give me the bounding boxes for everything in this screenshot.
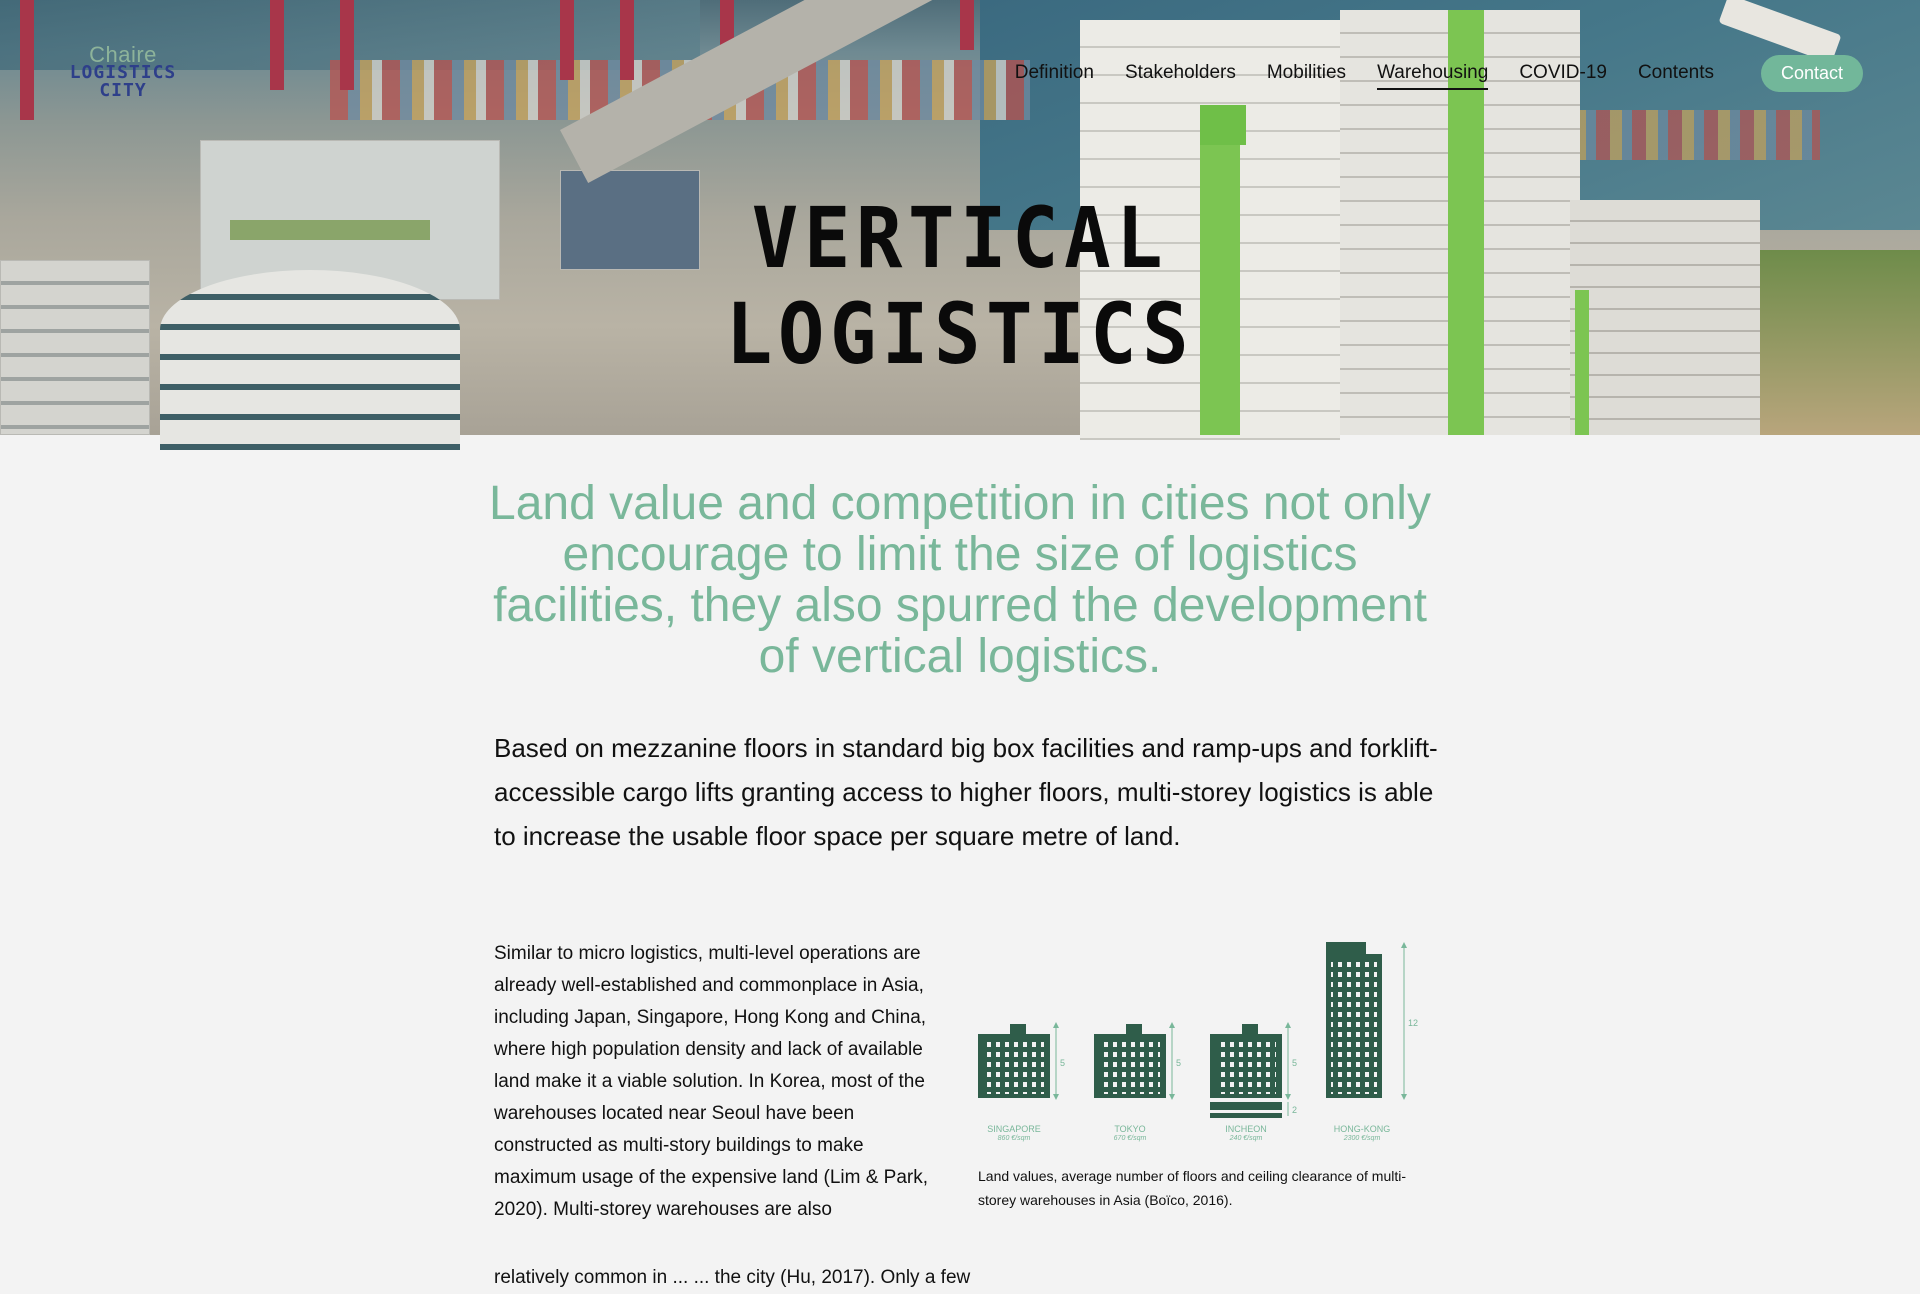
- nav-contents[interactable]: Contents: [1637, 62, 1714, 83]
- extra-incheon: 2: [1292, 1105, 1298, 1115]
- label-incheon: INCHEON: [1225, 1124, 1267, 1134]
- logo-line2: LOGISTICS: [69, 62, 177, 83]
- main-nav: [984, 62, 1714, 90]
- label-hong-kong: HONG-KONG: [1333, 1124, 1391, 1134]
- body-paragraph: Similar to micro logistics, multi-level operations are already well-established and commonplace in Asia, including Japan, Singapore, Hong Kong and China, where high population density and lack of available land make it a viable solution. In Korea, most of the warehouses located near Seoul have been constructed as multi-story buildings to make maximum usage of the expensive land (Lim & Park, 2020). Multi-storey warehouses are also: [494, 943, 929, 1220]
- value-hong-kong: 2300 €/sqm: [1343, 1135, 1381, 1142]
- crane: [270, 0, 284, 90]
- nav-stakeholders[interactable]: Stakeholders: [1124, 62, 1236, 83]
- nav-covid-19[interactable]: COVID-19: [1519, 62, 1607, 83]
- figure-caption: Land values, average number of floors and ceiling clearance of multi-storey warehouses in Asia (Boïco, 2016).: [978, 1168, 1407, 1208]
- nav-mobilities[interactable]: Mobilities: [1266, 62, 1347, 83]
- floors-incheon: 5: [1292, 1058, 1298, 1068]
- floors-singapore: 5: [1060, 1058, 1066, 1068]
- value-tokyo: 670 €/sqm: [1113, 1135, 1147, 1142]
- lead-statement: Land value and competition in cities not only encourage to limit the size of logistics facilities, they also spurred the development of vertical logistics.: [489, 477, 1431, 683]
- building-hong-kong: [1326, 942, 1418, 1142]
- warehouse-floors-figure: [976, 940, 1426, 1140]
- building-incheon: [1210, 1022, 1297, 1142]
- title-line1: VERTICAL: [751, 189, 1169, 287]
- page-title: [77, 190, 1843, 382]
- value-incheon: 240 €/sqm: [1229, 1135, 1263, 1142]
- label-tokyo: TOKYO: [1114, 1124, 1146, 1134]
- value-singapore: 860 €/sqm: [997, 1135, 1031, 1142]
- logo-line1: Chaire: [89, 42, 157, 67]
- green-sign: [1200, 105, 1246, 145]
- crane: [340, 0, 354, 90]
- nav-warehousing[interactable]: Warehousing: [1377, 62, 1488, 90]
- crane: [960, 0, 974, 50]
- building-tokyo: [1094, 1022, 1181, 1142]
- crane: [620, 0, 634, 80]
- floors-hong-kong: 12: [1408, 1018, 1419, 1028]
- site-logo[interactable]: [68, 44, 178, 100]
- floors-tokyo: 5: [1176, 1058, 1182, 1068]
- crane: [560, 0, 574, 80]
- container-yard-right: [1560, 110, 1820, 160]
- figure-graphic: [976, 940, 1426, 1140]
- intro-paragraph: Based on mezzanine floors in standard big box facilities and ramp-ups and forklift-accessible cargo lifts granting access to higher floors, multi-storey logistics is able to increase the usable floor space per square metre of land.: [494, 733, 1438, 851]
- contact-button[interactable]: Contact: [1761, 55, 1863, 92]
- crane: [20, 0, 34, 120]
- label-singapore: SINGAPORE: [987, 1124, 1041, 1134]
- cut-off-text-line: relatively common in ... ... the city (Hu, 2017). Only a few: [494, 1267, 971, 1288]
- title-line2: LOGISTICS: [725, 285, 1195, 383]
- building-singapore: [978, 1022, 1065, 1142]
- logo-line3: CITY: [99, 80, 147, 101]
- nav-definition[interactable]: Definition: [1014, 62, 1094, 83]
